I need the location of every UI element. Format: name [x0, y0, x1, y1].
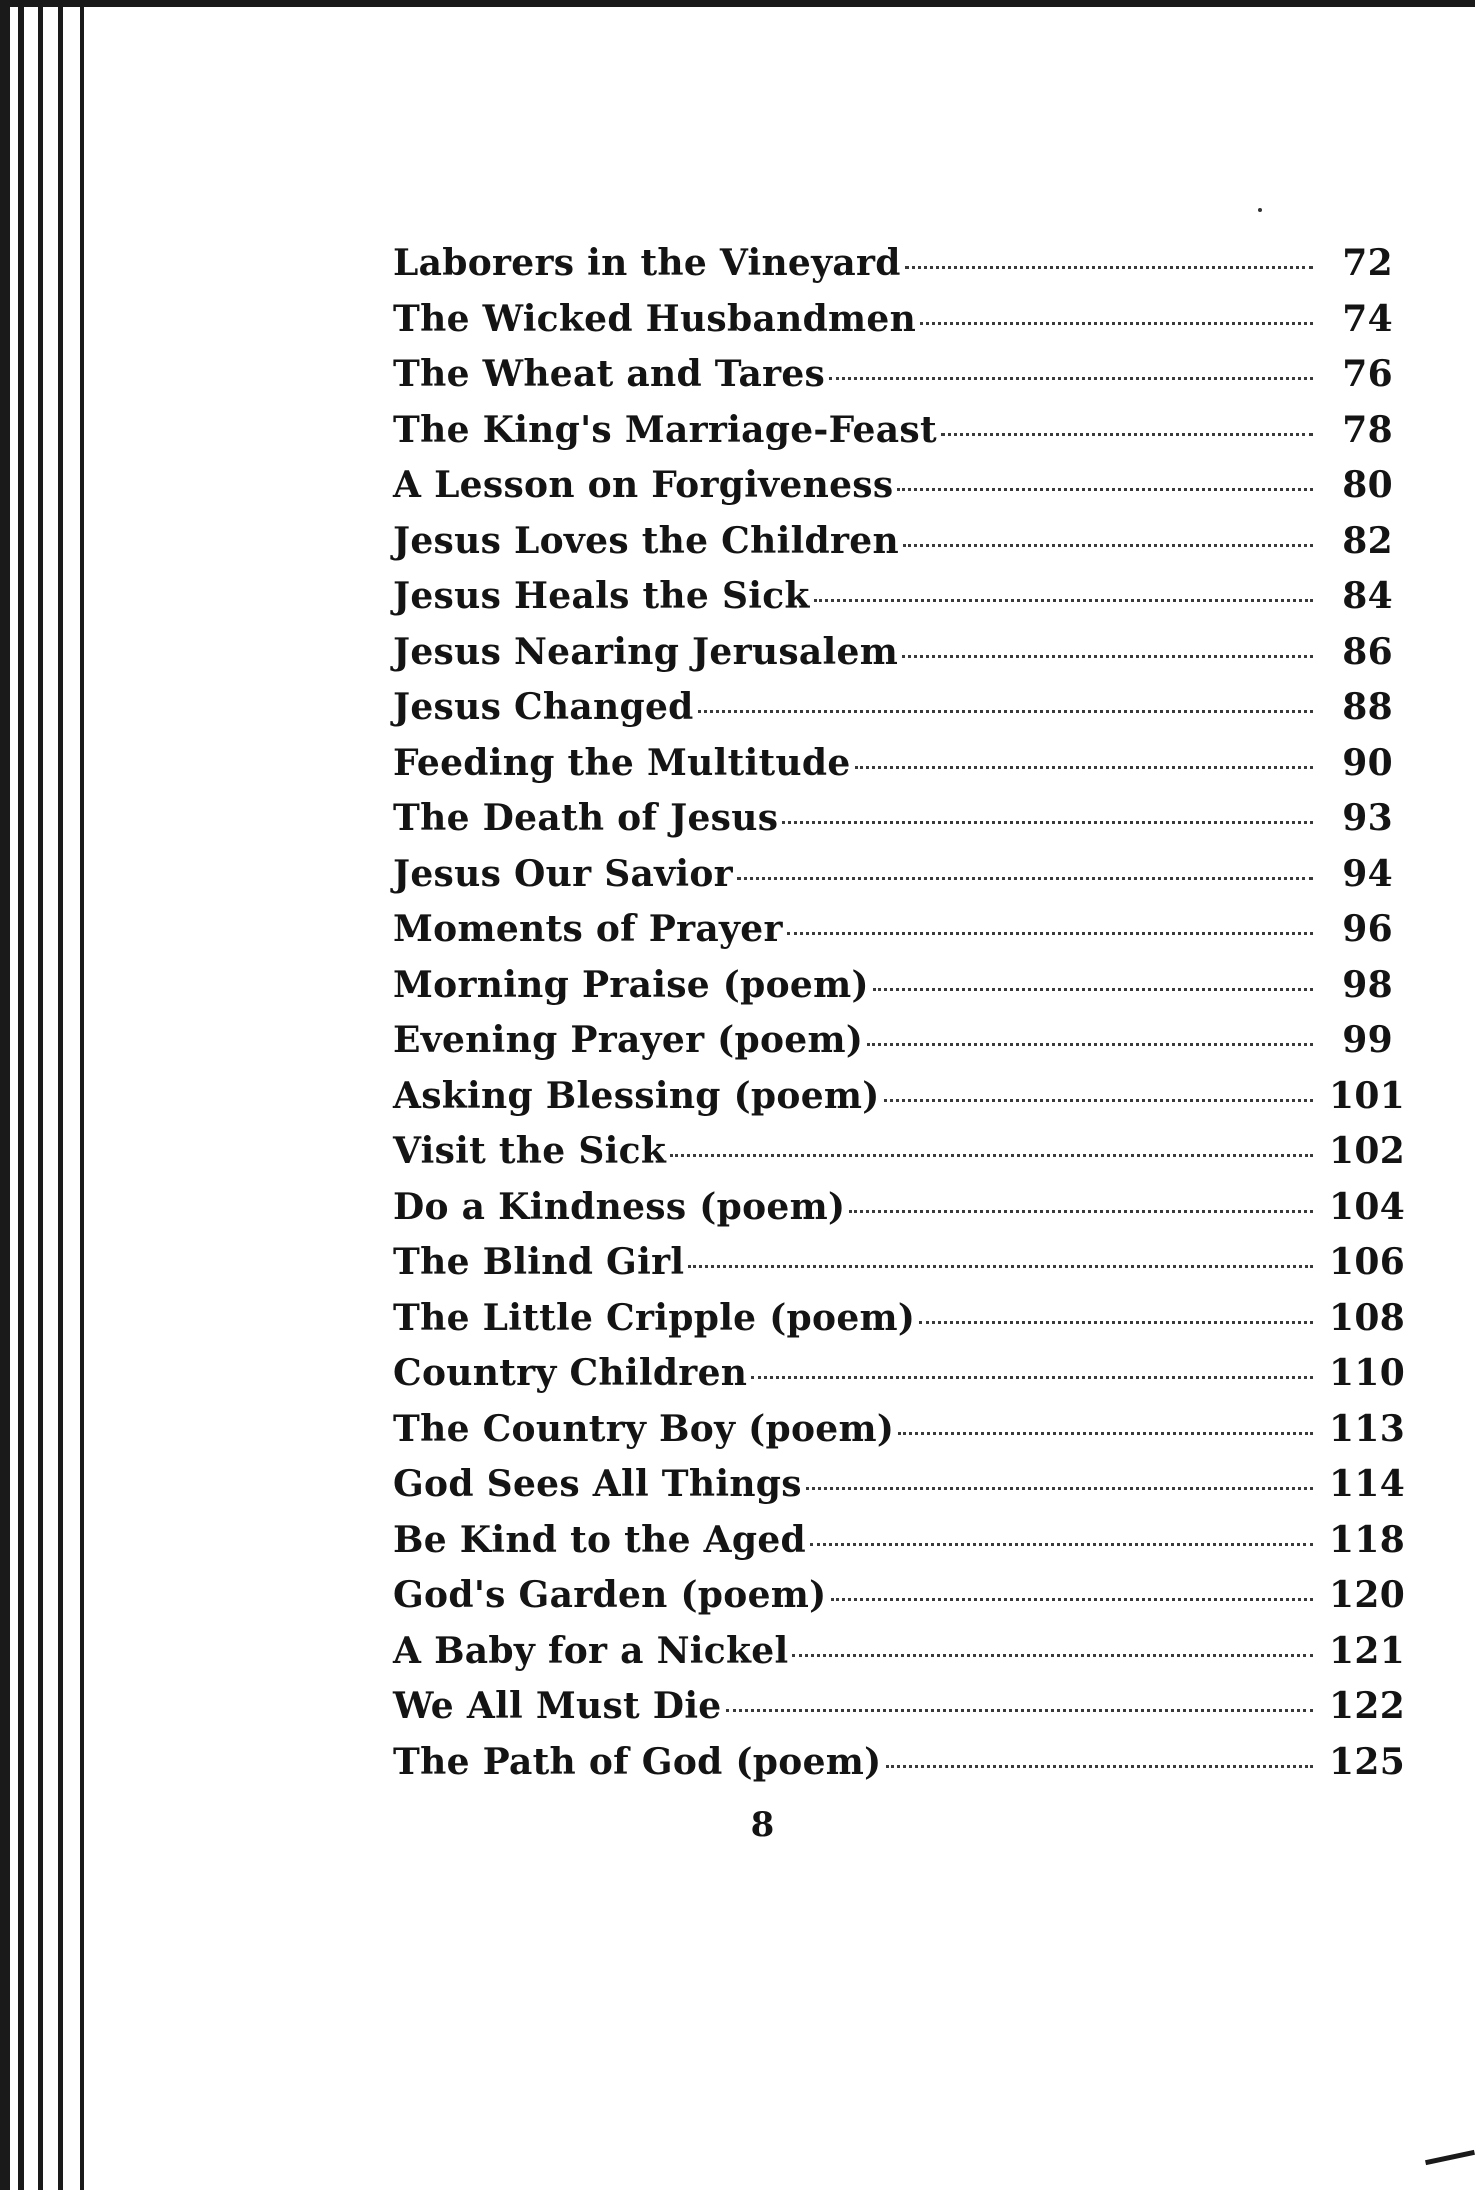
binding-line [18, 0, 24, 2190]
toc-entry-page: 74 [1342, 297, 1393, 340]
toc-entry-page: 90 [1342, 741, 1393, 784]
toc-entry-page: 86 [1342, 630, 1393, 673]
toc-entry-title: The Little Cripple (poem) [393, 1296, 916, 1339]
toc-entry-page: 110 [1329, 1352, 1406, 1394]
book-binding-edge [0, 0, 100, 2190]
toc-dot-leader [688, 1265, 1313, 1268]
toc-entry-title: The Path of God (poem) [393, 1740, 882, 1783]
toc-dot-leader [867, 1043, 1313, 1046]
toc-dot-leader [902, 655, 1313, 658]
toc-entry [393, 1352, 1406, 1408]
toc-entry-page: 122 [1329, 1685, 1406, 1727]
toc-dot-leader [831, 1598, 1313, 1601]
toc-entry [393, 1296, 1406, 1353]
toc-entry-title: Do a Kindness (poem) [393, 1185, 846, 1228]
toc-entry [393, 686, 1393, 742]
toc-entry-page: 120 [1329, 1574, 1406, 1616]
toc-entry-title: Laborers in the Vineyard [393, 242, 901, 284]
toc-entry [393, 242, 1393, 298]
toc-entry [393, 631, 1393, 687]
toc-entry-page: 76 [1342, 353, 1393, 395]
binding-line [58, 0, 63, 2190]
toc-dot-leader [903, 544, 1313, 547]
toc-entry-page: 94 [1342, 852, 1393, 895]
toc-entry-page: 88 [1342, 686, 1393, 728]
toc-entry [393, 1130, 1406, 1186]
toc-entry-title: A Baby for a Nickel [393, 1629, 789, 1672]
toc-entry [393, 353, 1393, 409]
toc-entry-page: 98 [1342, 963, 1393, 1006]
toc-entry-page: 80 [1342, 464, 1393, 506]
toc-entry [393, 1740, 1406, 1797]
toc-dot-leader [905, 266, 1313, 269]
binding-line [80, 0, 84, 2190]
toc-entry [393, 1685, 1406, 1741]
toc-entry [393, 908, 1393, 964]
toc-entry [393, 1185, 1406, 1242]
toc-entry-page: 82 [1342, 519, 1393, 562]
toc-entry-page: 118 [1329, 1518, 1406, 1561]
toc-dot-leader [941, 433, 1313, 436]
toc-entry-page: 114 [1329, 1463, 1406, 1505]
page-number: 8 [750, 1805, 775, 1845]
toc-dot-leader [670, 1154, 1313, 1157]
toc-entry-page: 108 [1329, 1296, 1406, 1339]
toc-entry [393, 797, 1393, 853]
toc-entry-title: The Wheat and Tares [393, 353, 826, 395]
toc-entry [393, 1407, 1406, 1464]
toc-entry-title: The King's Marriage-Feast [393, 408, 937, 451]
toc-dot-leader [751, 1376, 1313, 1379]
toc-entry-title: The Death of Jesus [393, 797, 779, 839]
toc-entry-title: Jesus Nearing Jerusalem [393, 630, 899, 673]
table-of-contents [393, 242, 1406, 1796]
toc-entry-title: Visit the Sick [393, 1130, 667, 1172]
toc-dot-leader [782, 821, 1313, 824]
toc-dot-leader [737, 877, 1313, 880]
toc-entry-title: The Blind Girl [393, 1241, 685, 1283]
toc-entry [393, 298, 1393, 354]
toc-dot-leader [919, 1321, 1313, 1324]
toc-entry [393, 1463, 1406, 1519]
toc-entry-title: The Country Boy (poem) [393, 1407, 895, 1450]
toc-entry-title: Morning Praise (poem) [393, 963, 869, 1006]
toc-dot-leader [920, 322, 1313, 325]
toc-entry-title: A Lesson on Forgiveness [393, 464, 894, 506]
toc-dot-leader [897, 488, 1313, 491]
toc-entry-page: 113 [1329, 1407, 1406, 1450]
toc-entry [393, 1074, 1406, 1131]
toc-dot-leader [814, 599, 1313, 602]
toc-entry-title: Country Children [393, 1352, 748, 1394]
toc-entry-title: Jesus Changed [393, 686, 694, 728]
toc-dot-leader [886, 1765, 1313, 1768]
toc-entry-page: 101 [1329, 1074, 1406, 1117]
toc-entry [393, 1019, 1393, 1075]
toc-entry-page: 106 [1329, 1241, 1406, 1283]
toc-entry-page: 84 [1342, 575, 1393, 617]
toc-entry-page: 125 [1329, 1740, 1406, 1783]
toc-entry-page: 72 [1342, 242, 1393, 284]
toc-dot-leader [829, 377, 1313, 380]
toc-entry-page: 93 [1342, 797, 1393, 839]
toc-dot-leader [810, 1543, 1313, 1546]
toc-entry-title: Asking Blessing (poem) [393, 1074, 880, 1117]
toc-entry [393, 742, 1393, 798]
toc-entry-title: Moments of Prayer [393, 908, 783, 950]
toc-entry-page: 78 [1342, 408, 1393, 451]
toc-dot-leader [855, 766, 1313, 769]
binding-line [38, 0, 43, 2190]
toc-entry-title: Jesus Heals the Sick [393, 575, 810, 617]
toc-entry [393, 1518, 1406, 1575]
toc-entry-title: Jesus Loves the Children [393, 519, 899, 562]
toc-entry [393, 1629, 1406, 1686]
toc-entry-page: 102 [1329, 1130, 1406, 1172]
toc-dot-leader [898, 1432, 1313, 1435]
page-corner-mark [1425, 2150, 1475, 2165]
toc-entry-title: God's Garden (poem) [393, 1574, 827, 1616]
binding-line [0, 0, 10, 2190]
toc-entry [393, 1241, 1406, 1297]
toc-entry [393, 575, 1393, 631]
toc-dot-leader [849, 1210, 1313, 1213]
toc-entry-title: We All Must Die [393, 1685, 722, 1727]
toc-entry [393, 520, 1393, 576]
toc-entry-title: Evening Prayer (poem) [393, 1019, 864, 1061]
toc-dot-leader [726, 1709, 1314, 1712]
toc-dot-leader [698, 710, 1313, 713]
toc-dot-leader [792, 1654, 1313, 1657]
toc-entry-page: 99 [1342, 1019, 1393, 1061]
toc-entry-page: 104 [1329, 1185, 1406, 1228]
toc-entry-title: Be Kind to the Aged [393, 1518, 807, 1561]
page-top-edge [0, 0, 1475, 7]
toc-entry-title: The Wicked Husbandmen [393, 297, 917, 340]
toc-entry [393, 964, 1393, 1020]
toc-dot-leader [787, 932, 1313, 935]
scan-speck [1258, 208, 1262, 212]
toc-dot-leader [873, 988, 1313, 991]
toc-dot-leader [884, 1099, 1313, 1102]
toc-entry-title: God Sees All Things [393, 1463, 802, 1505]
toc-entry-title: Jesus Our Savior [393, 852, 733, 895]
toc-entry [393, 1574, 1406, 1630]
toc-entry-title: Feeding the Multitude [393, 741, 851, 784]
toc-dot-leader [806, 1487, 1313, 1490]
toc-entry [393, 464, 1393, 520]
toc-entry-page: 121 [1329, 1629, 1406, 1672]
toc-entry [393, 409, 1393, 465]
toc-entry [393, 853, 1393, 909]
toc-entry-page: 96 [1342, 908, 1393, 950]
